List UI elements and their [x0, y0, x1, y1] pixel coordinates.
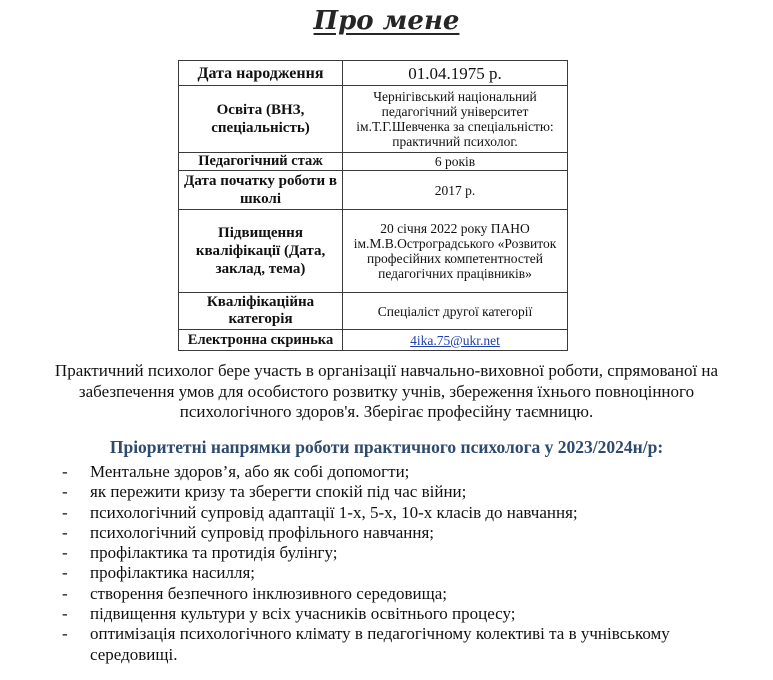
row-value: Спеціаліст другої категорії — [343, 293, 568, 330]
page-title: Про мене — [313, 6, 460, 36]
row-label: Кваліфікаційна категорія — [179, 293, 343, 330]
dash-bullet-icon: - — [62, 482, 68, 502]
dash-bullet-icon: - — [62, 624, 68, 644]
table-row-category — [179, 293, 568, 330]
dash-bullet-icon: - — [62, 563, 68, 583]
list-item — [62, 543, 742, 563]
dash-bullet-icon: - — [62, 583, 68, 603]
list-item-text: як пережити кризу та зберегти спокій під час війни; — [90, 482, 467, 502]
table-row-education — [179, 86, 568, 153]
list-item-text: профілактика та протидія булінгу; — [90, 543, 338, 563]
row-label: Підвищення кваліфікації (Дата, заклад, тема) — [179, 210, 343, 293]
list-item — [62, 604, 742, 624]
row-label: Дата народження — [179, 61, 343, 86]
list-item — [62, 482, 742, 502]
list-item-text: психологічний супровід адаптації 1-х, 5-х, 10-х класів до навчання; — [90, 502, 578, 522]
row-label: Педагогічний стаж — [179, 153, 343, 171]
list-item — [62, 503, 742, 523]
list-item — [62, 523, 742, 543]
row-value: 20 січня 2022 року ПАНО ім.М.В.Остроградського «Розвиток професійних компетентностей педагогічних працівників» — [343, 210, 568, 293]
row-label: Електронна скринька — [179, 330, 343, 351]
list-item-text: оптимізація психологічного клімату в педагогічному колективі та в учнівському середовищі. — [90, 624, 670, 664]
email-link[interactable]: 4ika.75@ukr.net — [410, 332, 500, 348]
table-row-birthdate — [179, 61, 568, 86]
dash-bullet-icon: - — [62, 502, 68, 522]
dash-bullet-icon: - — [62, 462, 68, 481]
list-item-text: створення безпечного інклюзивного середовища; — [90, 583, 448, 603]
list-item — [62, 563, 742, 583]
list-item-text: Ментальне здоров’я, або як собі допомогти; — [90, 462, 410, 481]
dash-bullet-icon: - — [62, 604, 68, 624]
table-row-experience — [179, 153, 568, 171]
list-item-text: психологічний супровід профільного навчання; — [90, 522, 435, 542]
row-value: 2017 р. — [343, 171, 568, 210]
row-label: Освіта (ВНЗ, спеціальність) — [179, 86, 343, 153]
row-value: 6 років — [343, 153, 568, 171]
table-row-qualification-upgrade — [179, 210, 568, 293]
list-item — [62, 462, 742, 482]
dash-bullet-icon: - — [62, 543, 68, 563]
row-value: 01.04.1975 р. — [343, 61, 568, 86]
dash-bullet-icon: - — [62, 522, 68, 542]
row-value: Чернігівський національний педагогічний університет ім.Т.Г.Шевченка за спеціальністю: практичний психолог. — [343, 86, 568, 153]
table-row-start-date — [179, 171, 568, 210]
list-item — [62, 624, 742, 665]
list-item — [62, 584, 742, 604]
priorities-list — [62, 462, 742, 665]
info-table — [178, 60, 568, 351]
row-label: Дата початку роботи в школі — [179, 171, 343, 210]
list-item-text: підвищення культури у всіх учасників освітнього процесу; — [90, 604, 516, 624]
list-item-text: профілактика насилля; — [90, 563, 256, 583]
row-value — [343, 330, 568, 351]
table-row-email — [179, 330, 568, 351]
priorities-heading: Пріоритетні напрямки роботи практичного психолога у 2023/2024н/р: — [109, 437, 664, 457]
intro-paragraph: Практичний психолог бере участь в організації навчально-виховної роботи, спрямованої на забезпечення умов для особистого розвитку учнів, збереження їхнього повноцінного психологічного здоров'я. Зберігає професійну таємницю. — [54, 361, 719, 421]
